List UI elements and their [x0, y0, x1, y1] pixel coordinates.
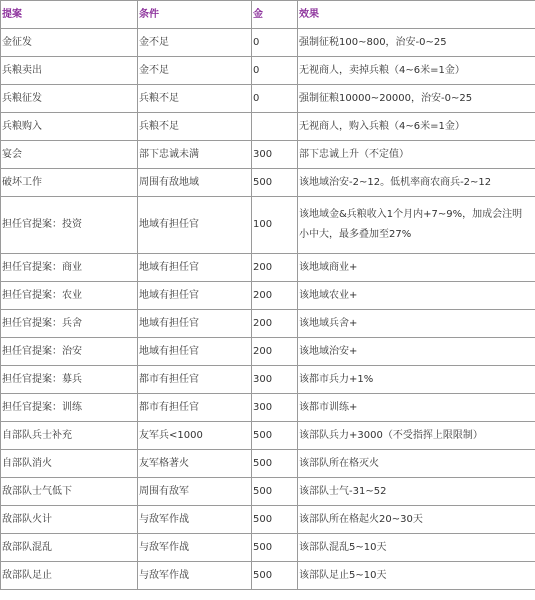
- proposal-cell: 兵粮卖出: [1, 57, 138, 85]
- table-row: [1, 282, 535, 310]
- condition-cell: 都市有担任官: [138, 394, 252, 422]
- table-row: [1, 57, 535, 85]
- header-gold: 金: [252, 1, 298, 29]
- effect-cell: 该地域兵舍+: [298, 310, 535, 338]
- table-row: [1, 506, 535, 534]
- condition-cell: 周围有敌军: [138, 478, 252, 506]
- proposal-cell: 敌部队士气低下: [1, 478, 138, 506]
- condition-cell: 地域有担任官: [138, 282, 252, 310]
- effect-cell: 该部队士气-31~52: [298, 478, 535, 506]
- proposal-cell: 自部队消火: [1, 450, 138, 478]
- table-row: [1, 141, 535, 169]
- effect-cell: 该都市兵力+1%: [298, 366, 535, 394]
- condition-cell: 周围有敌地域: [138, 169, 252, 197]
- proposal-cell: 破坏工作: [1, 169, 138, 197]
- gold-cell: 200: [252, 338, 298, 366]
- gold-cell: 200: [252, 254, 298, 282]
- gold-cell: 500: [252, 450, 298, 478]
- proposal-cell: 担任官提案：训练: [1, 394, 138, 422]
- proposal-cell: 敌部队火计: [1, 506, 138, 534]
- effect-cell: 无视商人，卖掉兵粮（4~6米=1金）: [298, 57, 535, 85]
- effect-cell: 该地域治安-2~12。低机率商农商兵-2~12: [298, 169, 535, 197]
- effect-cell: 该地域治安+: [298, 338, 535, 366]
- effect-cell: 强制征税100~800，治安-0~25: [298, 29, 535, 57]
- effect-cell: 该部队所在格灭火: [298, 450, 535, 478]
- effect-cell: 该地域农业+: [298, 282, 535, 310]
- effect-cell: 强制征粮10000~20000，治安-0~25: [298, 85, 535, 113]
- table-row: [1, 254, 535, 282]
- gold-cell: [252, 113, 298, 141]
- condition-cell: 与敌军作战: [138, 534, 252, 562]
- header-effect: 效果: [298, 1, 535, 29]
- table-row: [1, 197, 535, 254]
- condition-cell: 地域有担任官: [138, 338, 252, 366]
- proposal-cell: 敌部队足止: [1, 562, 138, 590]
- condition-cell: 地域有担任官: [138, 310, 252, 338]
- table-row: [1, 422, 535, 450]
- table-row: [1, 450, 535, 478]
- gold-cell: 500: [252, 169, 298, 197]
- table-row: [1, 169, 535, 197]
- effect-cell: 部下忠诚上升（不定值）: [298, 141, 535, 169]
- effect-cell: 该部队兵力+3000（不受指挥上限限制）: [298, 422, 535, 450]
- gold-cell: 300: [252, 366, 298, 394]
- table-row: [1, 394, 535, 422]
- effect-cell: 该地域金&兵粮收入1个月内+7~9%，加成会注明小中大，最多叠加至27%: [298, 197, 535, 254]
- effect-cell: 该部队足止5~10天: [298, 562, 535, 590]
- header-proposal: 提案: [1, 1, 138, 29]
- gold-cell: 500: [252, 422, 298, 450]
- gold-cell: 500: [252, 562, 298, 590]
- table-row: [1, 338, 535, 366]
- table-row: [1, 562, 535, 590]
- condition-cell: 都市有担任官: [138, 366, 252, 394]
- table-row: [1, 29, 535, 57]
- condition-cell: 金不足: [138, 57, 252, 85]
- gold-cell: 500: [252, 478, 298, 506]
- table-row: [1, 366, 535, 394]
- gold-cell: 200: [252, 282, 298, 310]
- effect-cell: 该都市训练+: [298, 394, 535, 422]
- proposal-cell: 宴会: [1, 141, 138, 169]
- proposal-cell: 兵粮购入: [1, 113, 138, 141]
- gold-cell: 0: [252, 29, 298, 57]
- gold-cell: 300: [252, 141, 298, 169]
- condition-cell: 兵粮不足: [138, 85, 252, 113]
- table-row: [1, 113, 535, 141]
- effect-cell: 无视商人，购入兵粮（4~6米=1金）: [298, 113, 535, 141]
- proposal-cell: 担任官提案：兵舍: [1, 310, 138, 338]
- effect-cell: 该部队所在格起火20~30天: [298, 506, 535, 534]
- proposal-cell: 敌部队混乱: [1, 534, 138, 562]
- proposal-cell: 担任官提案：募兵: [1, 366, 138, 394]
- proposal-cell: 担任官提案：投资: [1, 197, 138, 254]
- condition-cell: 与敌军作战: [138, 562, 252, 590]
- gold-cell: 500: [252, 506, 298, 534]
- header-condition: 条件: [138, 1, 252, 29]
- effect-cell: 该地域商业+: [298, 254, 535, 282]
- condition-cell: 金不足: [138, 29, 252, 57]
- condition-cell: 友军兵<1000: [138, 422, 252, 450]
- proposal-cell: 自部队兵士补充: [1, 422, 138, 450]
- condition-cell: 兵粮不足: [138, 113, 252, 141]
- condition-cell: 部下忠诚未满: [138, 141, 252, 169]
- proposal-cell: 兵粮征发: [1, 85, 138, 113]
- condition-cell: 地域有担任官: [138, 197, 252, 254]
- table-header-row: [1, 1, 535, 29]
- condition-cell: 地域有担任官: [138, 254, 252, 282]
- table-row: [1, 310, 535, 338]
- table-row: [1, 478, 535, 506]
- effect-cell: 该部队混乱5~10天: [298, 534, 535, 562]
- proposal-cell: 担任官提案：商业: [1, 254, 138, 282]
- condition-cell: 与敌军作战: [138, 506, 252, 534]
- gold-cell: 500: [252, 534, 298, 562]
- table-row: [1, 85, 535, 113]
- gold-cell: 100: [252, 197, 298, 254]
- gold-cell: 0: [252, 85, 298, 113]
- gold-cell: 200: [252, 310, 298, 338]
- proposal-cell: 担任官提案：农业: [1, 282, 138, 310]
- proposal-cell: 金征发: [1, 29, 138, 57]
- gold-cell: 300: [252, 394, 298, 422]
- condition-cell: 友军格著火: [138, 450, 252, 478]
- proposal-cell: 担任官提案：治安: [1, 338, 138, 366]
- gold-cell: 0: [252, 57, 298, 85]
- table-row: [1, 534, 535, 562]
